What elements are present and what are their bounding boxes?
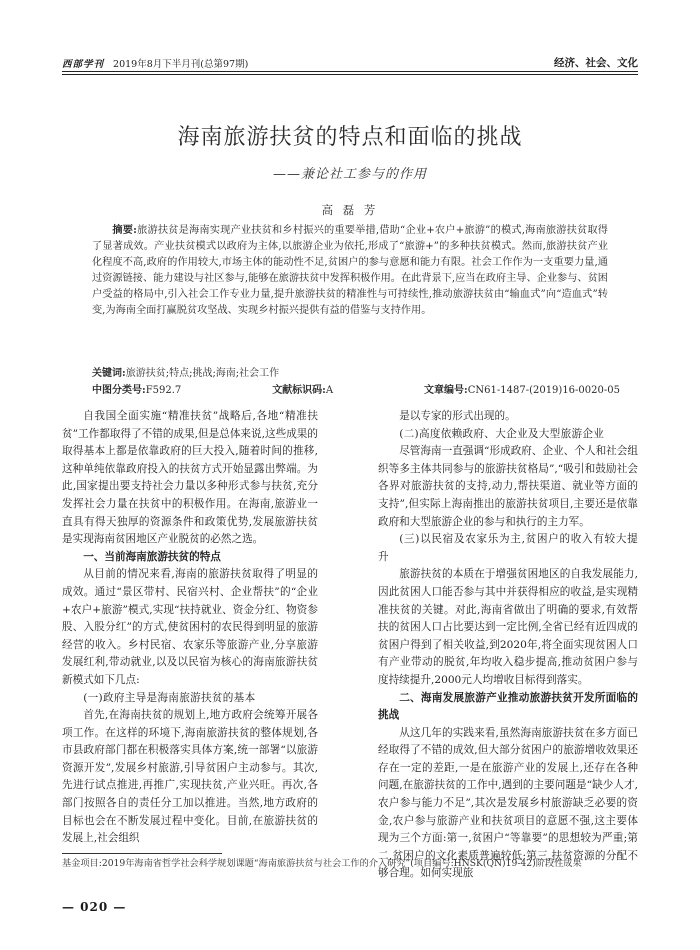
body-paragraph: 自我国全面实施“精准扶贫”战略后,各地“精准扶贫”工作都取得了不错的成果,但是总体来说,这些成果的取得基本上都是依靠政府的巨大投入,随着时间的推移,这种单纯依靠政府投入的扶贫方式开始显露出弊端。为此,国家提出要支持社会力量以多种形式参与扶贫,充分发挥社会力量在扶贫中的积极作用。在海南,旅游业一直具有得天独厚的资源条件和政策优势,发展旅游扶贫是实现海南贫困地区产业脱贫的必然之选。 xyxy=(62,410,318,546)
section-name: 经济、社会、文化 xyxy=(554,57,638,69)
section-heading: 一、当前海南旅游扶贫的特点 xyxy=(83,550,221,563)
footnote-rule xyxy=(62,853,222,854)
article-number xyxy=(424,381,620,396)
clc-label: 中图分类号: xyxy=(92,385,146,396)
header-rule xyxy=(62,71,638,72)
doc-code-label: 文献标识码: xyxy=(272,385,326,396)
footnote: 基金项目:2019年海南省哲学社会科学规划课题“海南旅游扶贫与社会工作的介入研究”(项目编号:HNSK(QN)19-42)阶段性成果 xyxy=(62,858,582,869)
journal-info xyxy=(62,56,248,70)
clc-number xyxy=(92,381,181,396)
doc-code-value: A xyxy=(325,385,334,396)
body-paragraph: 旅游扶贫的本质在于增强贫困地区的自我发展能力,因此贫困人口能否参与其中并获得相应的收益,是实现精准扶贫的关键。对此,海南省做出了明确的要求,有效帮扶的贫困人口占比要达到一定比例,全省已经有近四成的贫困户得到了相关收益,到2020年,将全面实现贫困人口有产业带动的脱贫,年均收入稳步提高,推动贫困户参与度持续提升,2000元人均增收目标得到落实。 xyxy=(378,568,638,686)
article-no-label: 文章编号: xyxy=(424,385,468,396)
body-column-right xyxy=(378,408,638,880)
classification-row xyxy=(92,381,620,396)
running-header xyxy=(62,50,638,70)
section-heading: 二、海南发展旅游产业推动旅游扶贫开发所面临的挑战 xyxy=(378,691,638,722)
subsection-heading: (二)高度依赖政府、大企业及大型旅游企业 xyxy=(399,427,605,440)
body-paragraph: 尽管海南一直强调“形成政府、企业、个人和社会组织等多主体共同参与的旅游扶贫格局”,“吸引和鼓励社会各界对旅游扶贫的支持,动力,帮扶渠道、就业等方面的支持”,但实际上海南推出的旅游扶贫项目,主要还是依靠政府和大型旅游企业的参与和执行的主力军。 xyxy=(378,445,638,528)
keywords-label: 关键词: xyxy=(92,368,126,379)
journal-name: 西部学刊 xyxy=(62,59,105,70)
body-paragraph: 是以专家的形式出现的。 xyxy=(399,410,516,422)
page-number: — 020 — xyxy=(62,900,127,914)
keywords xyxy=(92,364,608,379)
article-title: 海南旅游扶贫的特点和面临的挑战 xyxy=(177,125,523,150)
abstract-label: 摘要: xyxy=(112,224,137,236)
body-column-left xyxy=(62,408,318,848)
header-rule-thin xyxy=(62,74,638,75)
article-author: 高 磊 芳 xyxy=(321,203,379,217)
body-paragraph: 从目前的情况来看,海南的旅游扶贫取得了明显的成效。通过“景区带村、民宿兴村、企业帮扶”的“企业+农户+旅游”模式,实现“扶持就业、资金分红、物资参股、入股分红”的方式,使贫困村的农民得到明显的旅游经营的收入。乡村民宿、农家乐等旅游产业,分享旅游发展红利,带动就业,以及以民宿为核心的海南旅游扶贫新模式如下几点: xyxy=(62,568,318,686)
body-paragraph: 从这几年的实践来看,虽然海南旅游扶贫在多方面已经取得了不错的成效,但大部分贫困户的旅游增收效果还存在一定的差距,一是在旅游产业的发展上,还存在各种问题,在旅游扶贫的工作中,遇到的主要问题是“缺少人才,农户参与能力不足”,其次是发展乡村旅游缺乏必要的资金,农户参与旅游产业和扶贫项目的意愿不强,这主要体现为三个方面:第一,贫困户“等靠要”的思想较为严重;第二,贫困户的文化素质普遍较低;第三,扶贫资源的分配不够合理。如何实现旅 xyxy=(378,726,638,880)
clc-value: F592.7 xyxy=(145,385,182,396)
article-subtitle: ——兼论社工参与的作用 xyxy=(272,167,427,182)
abstract-text: 旅游扶贫是海南实现产业扶贫和乡村振兴的重要举措,借助“企业+农户+旅游”的模式,海南旅游扶贫取得了显著成效。产业扶贫模式以政府为主体,以旅游企业为依托,形成了“旅游+”的多种扶贫模式。然而,旅游扶贫产业化程度不高,政府的作用较大,市场主体的能动性不足,贫困户的参与意愿和能力有限。社会工作作为一支重要力量,通过资源链接、能力建设与社区参与,能够在旅游扶贫中发挥积极作用。在此背景下,应当在政府主导、企业参与、贫困户受益的格局中,引入社会工作专业力量,提升旅游扶贫的精准性与可持续性,推动旅游扶贫由“输血式”向“造血式”转变,为海南全面打赢脱贫攻坚战、实现乡村振兴提供有益的借鉴与支持作用。 xyxy=(92,225,608,317)
subsection-heading: (三)以民宿及农家乐为主,贫困户的收入有较大提升 xyxy=(378,533,638,563)
issue-info: 2019年8月下半月刊(总第97期) xyxy=(113,59,249,70)
keywords-text: 旅游扶贫;特点;挑战;海南;社会工作 xyxy=(125,368,280,379)
body-paragraph: 首先,在海南扶贫的规划上,地方政府会统筹开展各项工作。在这样的环境下,海南旅游扶贫的整体规划,各市县政府部门都在积极落实具体方案,统一部署“以旅游资源开发”,发展乡村旅游,引导贫困户主动参与。其次,先进行试点推进,再推广,实现扶贫,产业兴旺。再次,各部门按照各自的责任分工加以推进。当然,地方政府的目标也会在不断发展过程中变化。目前,在旅游扶贫的发展上,社会组织 xyxy=(62,709,318,845)
article-no-value: CN61-1487-(2019)16-0020-05 xyxy=(467,385,620,396)
subsection-heading: (一)政府主导是海南旅游扶贫的基本 xyxy=(83,691,256,704)
doc-code xyxy=(272,381,333,396)
abstract xyxy=(92,222,608,320)
